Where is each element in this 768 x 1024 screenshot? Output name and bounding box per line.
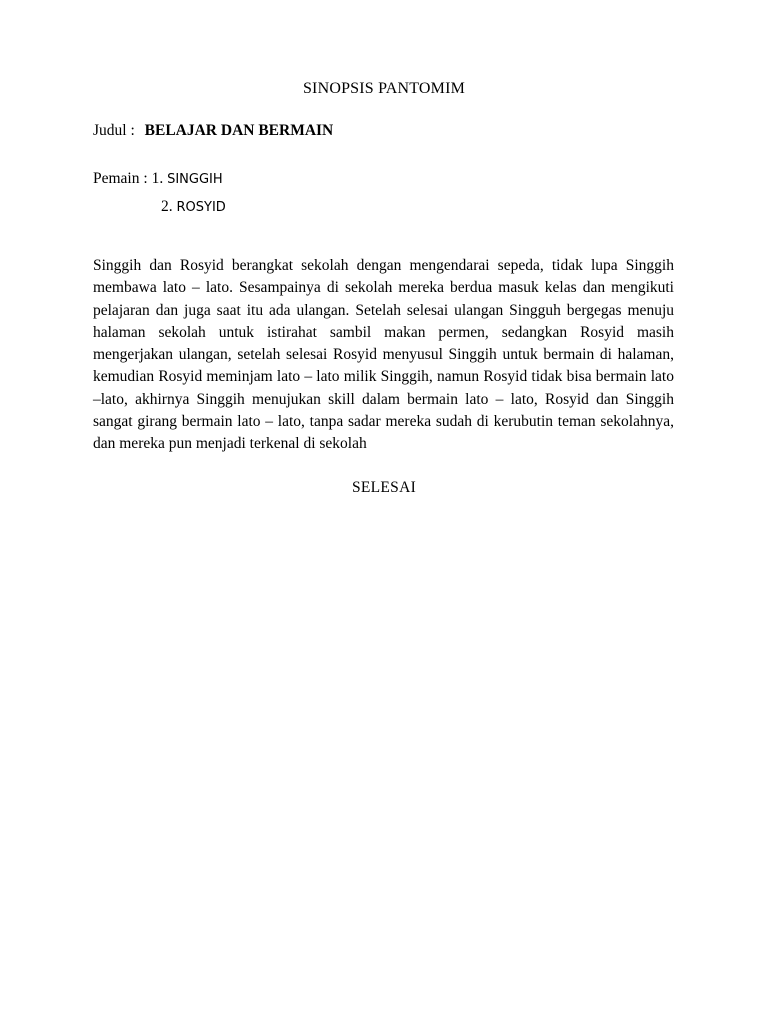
closing-text: SELESAI [351, 479, 417, 496]
synopsis-paragraph: Singgih dan Rosyid berangkat sekolah dengan mengendarai sepeda, tidak lupa Singgih membawa lato – lato. Sesampainya di sekolah mereka berdua masuk kelas dan mengikuti pelajaran dan juga saat itu ada ulangan. Setelah selesai ulangan Singguh bergegas menuju halaman sekolah untuk istirahat sambil makan permen, sedangkan Rosyid masih mengerjakan ulangan, setelah selesai Rosyid menyusul Singgih untuk bermain di halaman, kemudian Rosyid meminjam lato – lato milik Singgih, namun Rosyid tidak bisa bermain lato –lato, akhirnya Singgih menujukan skill dalam bermain lato – lato, Rosyid dan Singgih sangat girang bermain lato – lato, tanpa sadar mereka sudah di kerubutin teman sekolahnya, dan mereka pun menjadi terkenal di sekolah [93, 257, 674, 453]
player-name: SINGGIH [167, 172, 223, 187]
pemain-label: Pemain : [93, 170, 152, 187]
player-number: 1. [151, 170, 164, 187]
player-name: ROSYID [176, 200, 226, 215]
pemain-line [93, 170, 223, 188]
player-number: 2. [161, 198, 173, 215]
judul-line [93, 122, 333, 140]
pemain-line-2 [161, 198, 226, 216]
document-title: SINOPSIS PANTOMIM [302, 80, 466, 97]
judul-label: Judul : [93, 122, 135, 139]
judul-value: BELAJAR DAN BERMAIN [144, 122, 334, 139]
